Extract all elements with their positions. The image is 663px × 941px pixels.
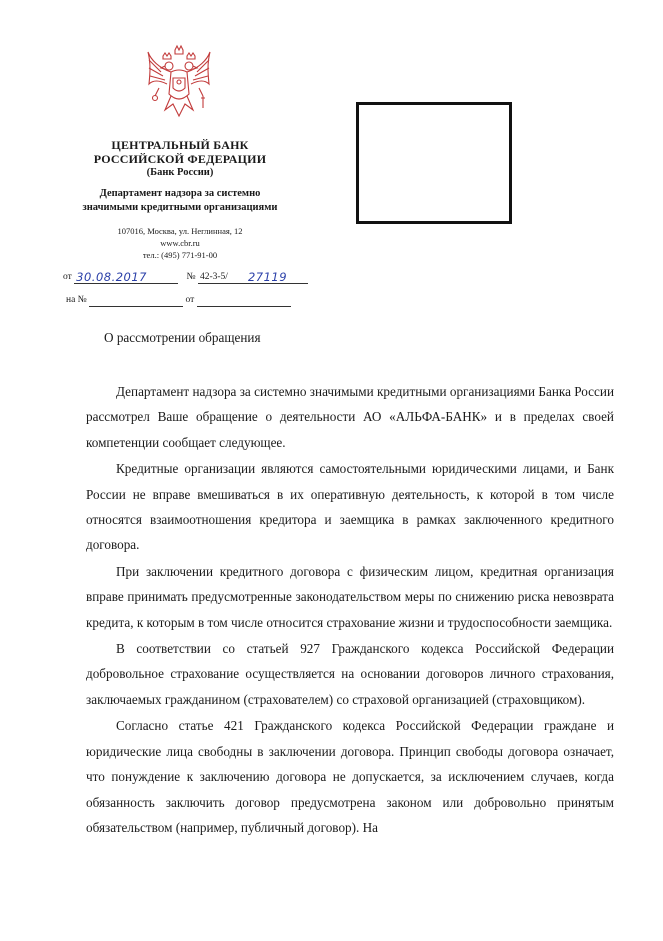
department-line1: Департамент надзора за системно [99,188,261,199]
paragraph: При заключении кредитного договора с физическим лицом, кредитная организация вправе принимать предусмотренные законодательством меры по снижению риска невозврата кредита, к которым в том числе относится страхование жизни и трудоспособности заемщика. [86,563,614,630]
bank-short-name: (Банк России) [146,167,214,178]
outgoing-reference [63,270,308,284]
website: www.cbr.ru [160,238,200,248]
reply-prefix: на № [66,295,87,305]
letterhead [55,138,305,261]
reply-date-field [197,294,291,307]
department-line2: значимыми кредитными организациями [82,202,278,213]
number-field [198,271,308,284]
number-prefix: № [186,272,196,282]
subject-line: О рассмотрении обращения [104,330,261,345]
handwritten-date: 30.08.2017 [76,270,148,284]
reply-from-prefix: от [185,295,195,305]
reply-number-field [89,294,183,307]
bank-name-line2: РОССИЙСКОЙ ФЕДЕРАЦИИ [93,152,267,166]
reply-reference [66,293,291,307]
from-prefix: от [63,272,72,282]
date-field [74,271,178,284]
phone: тел.: (495) 771-91-00 [142,250,218,260]
letter-body [86,379,614,841]
address: 107016, Москва, ул. Неглинная, 12 [117,226,243,236]
recipient-address-box [356,102,512,224]
paragraph: В соответствии со статьей 927 Гражданского кодекса Российской Федерации добровольное страхование осуществляется на основании договоров личного страхования, заключаемых гражданином (страхователем) со страховой организацией (страховщиком). [86,641,614,707]
paragraph: Кредитные организации являются самостоятельными юридическими лицами, и Банк России не вправе вмешиваться в их оперативную деятельность, к которой в том числе относятся взаимоотношения кредитора и заемщика в рамках заключенного кредитного договора. [86,461,614,553]
printed-number: 42-3-5/ [199,272,228,282]
paragraph: Департамент надзора за системно значимыми кредитными организациями Банка России рассмотрел Ваше обращение о деятельности АО «АЛЬФА-БАНК» и в пределах своей компетенции сообщает следующее. [86,384,614,450]
handwritten-number: 27119 [247,270,288,284]
bank-name-line1: ЦЕНТРАЛЬНЫЙ БАНК [111,138,249,152]
russian-coat-of-arms-icon [145,44,213,126]
paragraph: Согласно статье 421 Гражданского кодекса Российской Федерации граждане и юридические лица свободны в заключении договора. Принцип свободы договора означает, что понуждение к заключению договора не допускается, за исключением случаев, когда обязанность заключить договор предусмотрена законом или добровольно принятым обязательством (например, публичный договор). На [86,718,614,835]
